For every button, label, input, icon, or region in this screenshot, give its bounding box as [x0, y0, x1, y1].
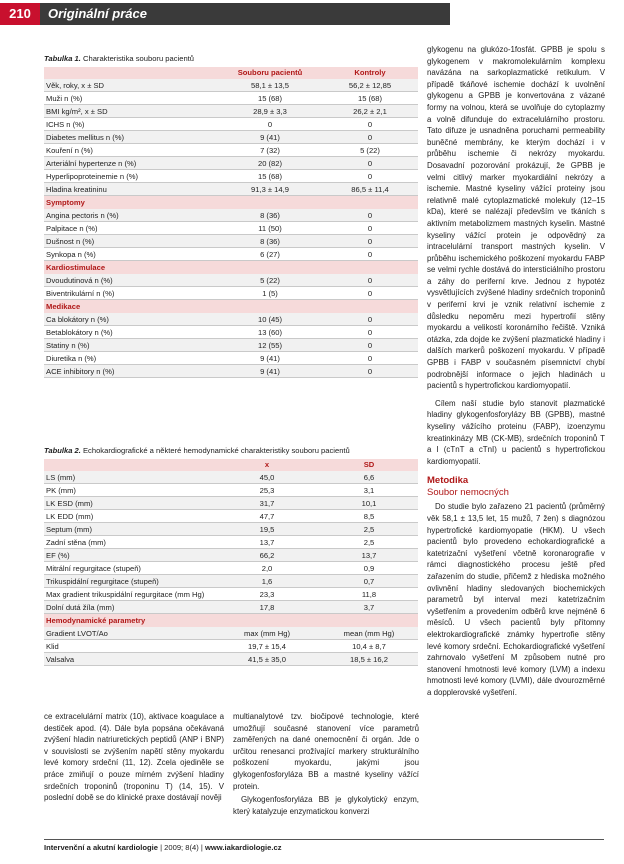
- cell-value: 0: [267, 120, 273, 129]
- cell-value: 13 (60): [257, 328, 283, 337]
- cell-value: 2,5: [363, 538, 375, 547]
- row-label: Biventrikulární n (%): [46, 289, 115, 298]
- cell-value: 31,7: [259, 499, 275, 508]
- cell-value: 45,0: [259, 473, 275, 482]
- row-label: Septum (mm): [46, 525, 92, 534]
- column-header: Souboru pacientů: [237, 68, 303, 77]
- table-row: [44, 497, 418, 510]
- paragraph: Cílem naší studie bylo stanovit plazmatické hladiny glykogenfosforylázy BB (GPBB), mastné kyseliny vážícího proteinu (FABP), izoenzymu kreatinkinázy MB (CK-MB), srdečních troponinů T a I (cTnT a cTnI) u pacientů s hypertrofickou kardiomyopatií.: [427, 398, 605, 466]
- table-row: [44, 653, 418, 666]
- row-label: Max gradient trikuspidální regurgitace (mm Hg): [46, 590, 205, 599]
- table-row: [44, 352, 418, 365]
- cell-value: 3,7: [363, 603, 375, 612]
- cell-value: 0: [367, 224, 373, 233]
- row-label: Gradient LVOT/Ao: [46, 629, 108, 638]
- paragraph: Do studie bylo zařazeno 21 pacientů (průměrný věk 58,1 ± 13,5 let, 15 mužů, 7 žen) s diagnózou hypertrofické kardiomyopatie (HKM). U všech pacientů bylo provedeno echokardiografické a katetrizační vyšetření včetně koronarografie v rámci diagnostického procesu ještě před zařazením do studie, přičemž z hlediska možného ovlivnění hladiny sledovaných biochemických parametrů byl interval mezi katetrizačním vyšetřením a provedením odběrů krve nejméně 6 měsíců. U všech pacientů byly přítomny elektrokardiografické známky hypertrofie stěny levé komory srdeční. Echokardiografické vyšetření zahrnovalo vyšetření M způsobem nutné pro stanovení hmotnosti levé komory (LVM) a indexu hmotnosti levé komory (LVMI), dále dvourozměrné a dopplerovské vyšetření.: [427, 502, 605, 697]
- cell-value: 9 (41): [260, 133, 280, 142]
- cell-value: 0: [367, 133, 373, 142]
- row-label: Mitrální regurgitace (stupeň): [46, 564, 141, 573]
- cell-value: 0: [367, 276, 373, 285]
- cell-value: 58,1 ± 13,5: [251, 81, 289, 90]
- table-row: [44, 170, 418, 183]
- table-row: [44, 575, 418, 588]
- table-row: [44, 209, 418, 222]
- table-1-header: [44, 67, 418, 79]
- cell-value: 0,9: [363, 564, 375, 573]
- table-row: [44, 131, 418, 144]
- row-label: Kouření n (%): [46, 146, 93, 155]
- cell-value: 3,1: [363, 486, 375, 495]
- cell-value: 28,9 ± 3,3: [253, 107, 287, 116]
- cell-value: 8,5: [363, 512, 375, 521]
- paragraph: Glykogenfosforyláza BB je glykolytický enzym, který katalyzuje enzymatickou konverzi: [233, 795, 419, 816]
- cell-value: 15 (68): [257, 94, 283, 103]
- cell-value: 9 (41): [260, 367, 280, 376]
- cell-value: 5 (22): [260, 276, 280, 285]
- cell-value: 2,0: [261, 564, 273, 573]
- cell-value: 25,3: [259, 486, 275, 495]
- section-row: Medikace: [44, 300, 418, 313]
- table-row: [44, 365, 418, 378]
- table-row: [44, 484, 418, 497]
- table-row: [44, 105, 418, 118]
- cell-value: 0: [367, 367, 373, 376]
- column-header: Kontroly: [354, 68, 386, 77]
- row-label: Palpitace n (%): [46, 224, 98, 233]
- cell-value: 91,3 ± 14,9: [251, 185, 289, 194]
- table-2: [44, 446, 418, 666]
- table-row: [44, 144, 418, 157]
- row-label: Hladina kreatininu: [46, 185, 107, 194]
- paragraph: glykogenu na glukózo-1fosfát. GPBB je spolu s glykogenem v makromolekulárním komplexu navázána na sarkoplazmatické retikulum. V případě tkáňové ischemie dochází k uvolnění glykogenu a GPBB je konvertována z vázané formy na volnou, která se uvolňuje do cytoplazmy a volně difunduje do extracelulárního prostoru. Tato difuze je usnadněna poruchami permeability buněčné membrány, ke kterým dochází i v průběhu ischemie či nekrózy myokardu. Dosavadní pozorování prokázují, že GPBB je velmi citlivý marker myokardiální nekrózy a ischemie. Mastné kyseliny vážící proteiny jsou relativně malé cytoplazmatické molekuly (12–15 kDa), které se nalézají především ve tkáních s aktivním metabolizmem mastných kyselin. Mastné kyseliny vážící protein je odpovědný za intracelulární transport mastných kyselin. V průběhu ischemického poškození myokardu FABP se velmi rychle dostává do intersticiálního prostoru a záhy do periferní krve. Jednou z hypotéz vysvětlujících zvýšené hladiny srdečních troponinů v periferní krvi je vznik relativní ischemie z důsledku nepoměru mezi hypertrofií stěny myokardu a velikostí koronárního řečiště. Vzniká otázka, zda dojde ke zvýšení plazmatické hladiny i dalších markerů poškození myokardu. V případě GPBB i FABP v současném písemnictví chybí podrobnější informace o jejich hladinách u pacientů s hypertrofickou kardiomyopatií.: [427, 45, 605, 391]
- row-label: LS (mm): [46, 473, 76, 482]
- row-label: Diuretika n (%): [46, 354, 97, 363]
- table-row: [44, 235, 418, 248]
- cell-value: 0: [367, 120, 373, 129]
- row-label: Zadní stěna (mm): [46, 538, 106, 547]
- cell-value: 66,2: [259, 551, 275, 560]
- row-label: Ca blokátory n (%): [46, 315, 109, 324]
- table-row: [44, 326, 418, 339]
- cell-value: 11 (50): [258, 224, 282, 233]
- table-row: [44, 536, 418, 549]
- cell-value: 20 (82): [257, 159, 283, 168]
- section-row: Symptomy: [44, 196, 418, 209]
- column-header: x: [264, 460, 270, 469]
- cell-value: 7 (32): [260, 146, 280, 155]
- cell-value: 13,7: [259, 538, 275, 547]
- cell-value: 12 (55): [257, 341, 283, 350]
- row-label: Dvoudutinová n (%): [46, 276, 113, 285]
- row-label: Klid: [46, 642, 59, 651]
- row-label: PK (mm): [46, 486, 76, 495]
- cell-value: 10 (45): [257, 315, 283, 324]
- cell-value: 0: [367, 159, 373, 168]
- cell-value: 0: [367, 341, 373, 350]
- cell-value: 6,6: [363, 473, 375, 482]
- heading-soubor: Soubor nemocných: [427, 487, 509, 499]
- row-label: ACE inhibitory n (%): [46, 367, 115, 376]
- cell-value: 18,5 ± 16,2: [350, 655, 388, 664]
- row-label: Synkopa n (%): [46, 250, 96, 259]
- cell-value: 10,1: [361, 499, 377, 508]
- cell-value: 47,7: [259, 512, 275, 521]
- issue-info: | 2009; 8(4) |: [160, 843, 203, 852]
- cell-value: 19,5: [259, 525, 275, 534]
- cell-value: 23,3: [259, 590, 275, 599]
- page-number: 210: [0, 3, 40, 25]
- section-title: Originální práce: [40, 3, 450, 25]
- table-row: [44, 118, 418, 131]
- row-label: EF (%): [46, 551, 70, 560]
- page-footer: [44, 839, 604, 852]
- bottom-column-2: [233, 711, 419, 817]
- cell-value: 1 (5): [262, 289, 278, 298]
- cell-value: 11,8: [361, 590, 377, 599]
- cell-value: 0: [367, 250, 373, 259]
- table-row: [44, 640, 418, 653]
- row-label: BMI kg/m², x ± SD: [46, 107, 108, 116]
- cell-value: 19,7 ± 15,4: [248, 642, 286, 651]
- row-label: Diabetes mellitus n (%): [46, 133, 125, 142]
- cell-value: 15 (68): [257, 172, 283, 181]
- table-2-header: [44, 459, 418, 471]
- table-row: [44, 601, 418, 614]
- table-row: [44, 222, 418, 235]
- cell-value: 2,5: [363, 525, 375, 534]
- section-row: Hemodynamické parametry: [44, 614, 418, 627]
- table-row: [44, 339, 418, 352]
- row-label: Trikuspidální regurgitace (stupeň): [46, 577, 159, 586]
- table-1-caption: Tabulka 1. Charakteristika souboru pacientů: [44, 54, 194, 63]
- table-row: [44, 79, 418, 92]
- row-label: Arteriální hypertenze n (%): [46, 159, 137, 168]
- cell-value: 5 (22): [360, 146, 380, 155]
- table-row: [44, 157, 418, 170]
- table-1: [44, 54, 418, 378]
- table-row: [44, 313, 418, 326]
- cell-value: 0: [367, 211, 373, 220]
- table-row: [44, 510, 418, 523]
- cell-value: 41,5 ± 35,0: [248, 655, 286, 664]
- paragraph: multianalytové tzv. biočipové technologie, které umožňují současné stanovení více parametrů zaměřených na dané onemocnění či orgán. Jde o určitou renesanci prožívající markery strukturálního poškození myokardu, jakými jsou glykogenfosforyláza BB a mastné kyseliny vážící protein.: [233, 712, 419, 791]
- cell-value: 8 (36): [260, 237, 280, 246]
- cell-value: 0: [367, 172, 373, 181]
- cell-value: 17,8: [259, 603, 275, 612]
- cell-value: max (mm Hg): [244, 629, 290, 638]
- cell-value: 8 (36): [260, 211, 280, 220]
- cell-value: 56,2 ± 12,85: [348, 81, 392, 90]
- table-row: [44, 588, 418, 601]
- row-label: Angina pectoris n (%): [46, 211, 119, 220]
- website: www.iakardiologie.cz: [204, 843, 282, 852]
- row-label: Hyperlipoproteinemie n (%): [46, 172, 139, 181]
- table-row: [44, 92, 418, 105]
- row-label: ICHS n (%): [46, 120, 85, 129]
- cell-value: 0: [367, 354, 373, 363]
- cell-value: 10,4 ± 8,7: [352, 642, 386, 651]
- row-label: LK EDD (mm): [46, 512, 94, 521]
- table-row: [44, 627, 418, 640]
- cell-value: 0: [367, 237, 373, 246]
- row-label: Statiny n (%): [46, 341, 90, 350]
- table-row: [44, 549, 418, 562]
- heading-metodika: Metodika: [427, 475, 469, 487]
- table-2-caption: Tabulka 2. Echokardiografické a některé hemodynamické charakteristiky souboru pacientů: [44, 446, 350, 455]
- table-row: [44, 471, 418, 484]
- row-label: Věk, roky, x ± SD: [46, 81, 105, 90]
- cell-value: 0: [367, 328, 373, 337]
- row-label: Dolní dutá žíla (mm): [46, 603, 115, 612]
- journal-name: Intervenční a akutní kardiologie: [44, 843, 158, 852]
- cell-value: 13,7: [361, 551, 377, 560]
- section-row: Kardiostimulace: [44, 261, 418, 274]
- page-header: [0, 0, 624, 28]
- row-label: Betablokátory n (%): [46, 328, 113, 337]
- cell-value: 0,7: [363, 577, 375, 586]
- cell-value: 0: [367, 289, 373, 298]
- table-row: [44, 274, 418, 287]
- cell-value: 1,6: [261, 577, 273, 586]
- table-row: [44, 287, 418, 300]
- row-label: Valsalva: [46, 655, 75, 664]
- cell-value: 0: [367, 315, 373, 324]
- cell-value: 26,2 ± 2,1: [353, 107, 387, 116]
- paragraph: ce extracelulární matrix (10), aktivace koagulace a destiček apod. (4). Dále byla popsána očekávaná zvýšení hladin natriuretických peptidů (ANP i BNP) v souvislosti se zvýšením napětí stěny myokardu levé komory srdeční (11, 12). Zcela ojediněle se práce zmiňují o pouze mírném zvýšení hladiny srdečních troponinů (troponinu T) (14, 15). V poslední době se do klinické praxe dostávají nověji: [44, 712, 224, 803]
- right-column-text: [427, 44, 605, 698]
- cell-value: 86,5 ± 11,4: [351, 185, 389, 194]
- cell-value: 9 (41): [260, 354, 280, 363]
- row-label: Dušnost n (%): [46, 237, 95, 246]
- cell-value: 6 (27): [260, 250, 280, 259]
- row-label: LK ESD (mm): [46, 499, 93, 508]
- row-label: Muži n (%): [46, 94, 83, 103]
- table-row: [44, 183, 418, 196]
- table-row: [44, 248, 418, 261]
- bottom-column-1: [44, 711, 224, 804]
- column-header: SD: [363, 460, 375, 469]
- table-row: [44, 562, 418, 575]
- table-row: [44, 523, 418, 536]
- cell-value: mean (mm Hg): [343, 629, 395, 638]
- cell-value: 15 (68): [357, 94, 383, 103]
